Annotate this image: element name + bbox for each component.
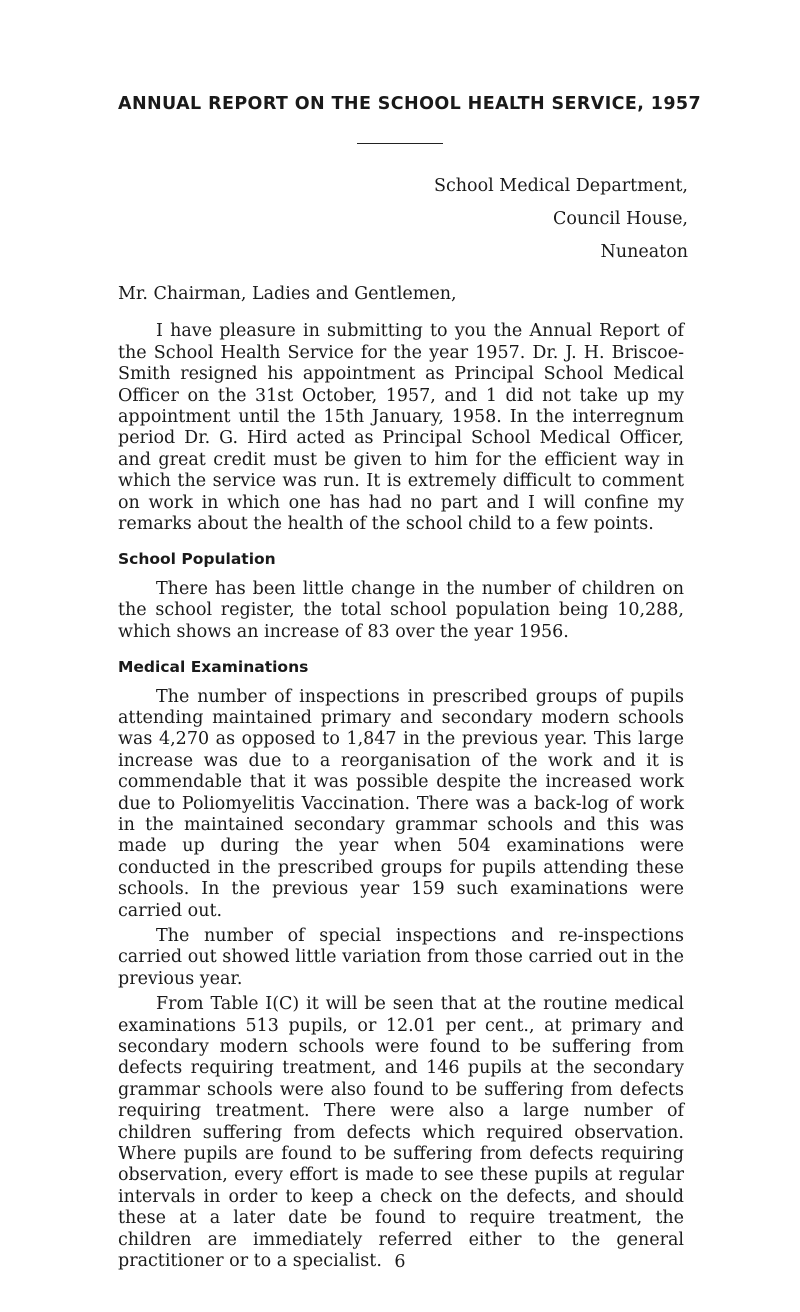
title-divider [357,143,443,144]
body-paragraph: The number of special inspections and re-inspections carried out showed little variation from those carried out in the previous year. [118,925,684,989]
salutation: Mr. Chairman, Ladies and Gentlemen, [118,284,457,304]
address-block [434,170,688,269]
letter-body [118,284,684,1276]
address-line: School Medical Department, [434,176,688,196]
intro-paragraph: I have pleasure in submitting to you the Annual Report of the School Health Service for the year 1957. Dr. J. H. Briscoe-Smith resigned his appointment as Principal School Medical Officer on the 31st October, 1957, and 1 did not take up my appointment until the 15th January, 1958. In the interregnum period Dr. G. Hird acted as Principal School Medical Officer, and great credit must be given to him for the efficient way in which the service was run. It is extremely difficult to comment on work in which one has had no part and I will confine my remarks about the health of the school child to a few points. [118,321,684,535]
address-line: Nuneaton [600,242,688,262]
section-heading-medical-examinations: Medical Examinations [118,658,309,677]
body-paragraph: There has been little change in the number of children on the school register, the total school population being 10,288, which shows an increase of 83 over the year 1956. [118,578,684,642]
body-paragraph: The number of inspections in prescribed groups of pupils attending maintained primary and secondary modern schools was 4,270 as opposed to 1,847 in the previous year. This large increase was due to a reorganisation of the work and it is commendable that it was possible despite the increased work due to Poliomyelitis Vaccination. There was a back-log of work in the maintained secondary grammar schools and this was made up during the year when 504 examinations were conducted in the prescribed groups for pupils attending these schools. In the previous year 159 such examinations were carried out. [118,686,684,921]
page-number: 6 [394,1252,406,1272]
address-line: Council House, [553,209,688,229]
body-paragraph: From Table I(C) it will be seen that at the routine medical examinations 513 pupils, or 12.01 per cent., at primary and secondary modern schools were found to be suffering from defects requiring treatment, and 146 pupils at the secondary grammar schools were also found to be suffering from defects requiring treatment. There were also a large number of children suffering from defects which required observation. Where pupils are found to be suffering from defects requiring observation, every effort is made to see these pupils at regular intervals in order to keep a check on the defects, and should these at a later date be found to require treatment, the children are immediately referred either to the general practitioner or to a specialist. [118,994,684,1272]
section-heading-school-population: School Population [118,550,276,569]
report-title: ANNUAL REPORT ON THE SCHOOL HEALTH SERVICE, 1957 [118,94,702,114]
